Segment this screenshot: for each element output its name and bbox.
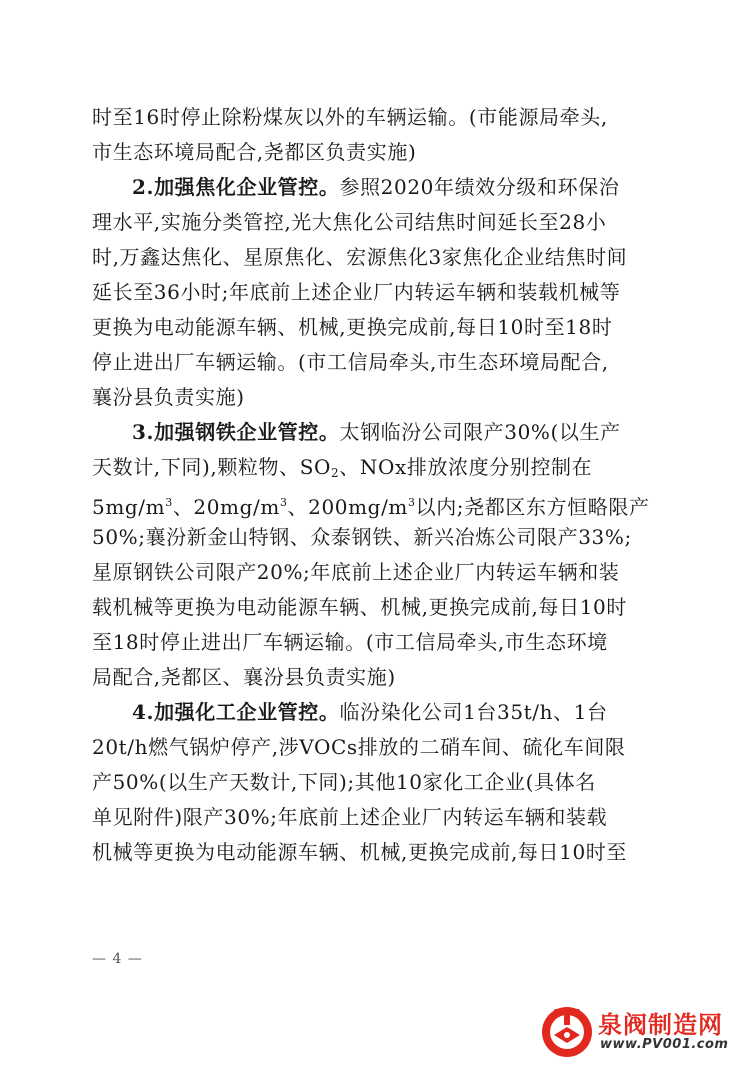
text-line <box>92 485 670 520</box>
paragraph-3-first-line <box>92 415 670 450</box>
superscript: 3 <box>165 496 173 509</box>
section-heading: 2.加强焦化企业管控。 <box>132 175 340 199</box>
text-line: 单见附件)限产30%;年底前上述企业厂内转运车辆和装载 <box>92 805 608 829</box>
text-span: 、NOx排放浓度分别控制在 <box>339 455 593 479</box>
text-span: 以内;尧都区东方恒略限产 <box>415 495 650 519</box>
site-watermark[interactable] <box>540 1003 736 1061</box>
text-line <box>92 450 670 485</box>
text-span: 、200mg/m <box>287 495 408 519</box>
text-line: 市生态环境局配合,尧都区负责实施) <box>92 140 417 164</box>
text-line: 产50%(以生产天数计,下同);其他10家化工企业(具体名 <box>92 770 596 794</box>
text-line: 50%;襄汾新金山特钢、众泰钢铁、新兴冶炼公司限产33%; <box>92 525 632 549</box>
text-span: 临汾染化公司1台35t/h、1台 <box>339 700 608 724</box>
page-number: — 4 — <box>92 951 143 967</box>
paragraph-4-first-line <box>92 695 670 730</box>
text-span: 天数计,下同),颗粒物、SO <box>92 455 332 479</box>
text-line: 理水平,实施分类管控,光大焦化公司结焦时间延长至28小 <box>92 210 607 234</box>
valve-logo-icon <box>540 1005 594 1059</box>
text-span: 参照2020年绩效分级和环保治 <box>339 175 620 199</box>
superscript: 3 <box>408 496 416 509</box>
text-line: 20t/h燃气锅炉停产,涉VOCs排放的二硝车间、硫化车间限 <box>92 735 626 759</box>
text-span: 5mg/m <box>92 495 166 519</box>
text-span: 、20mg/m <box>172 495 280 519</box>
paragraph-2-first-line <box>92 170 670 205</box>
text-line: 延长至36小时;年底前上述企业厂内转运车辆和装载机械等 <box>92 280 621 304</box>
text-line: 局配合,尧都区、襄汾县负责实施) <box>92 665 396 689</box>
text-line: 停止进出厂车辆运输。(市工信局牵头,市生态环境局配合, <box>92 350 609 374</box>
text-line: 时,万鑫达焦化、星原焦化、宏源焦化3家焦化企业结焦时间 <box>92 245 628 269</box>
text-span: 太钢临汾公司限产30%(以生产 <box>339 420 621 444</box>
text-line: 至18时停止进出厂车辆运输。(市工信局牵头,市生态环境 <box>92 630 608 654</box>
text-line: 机械等更换为电动能源车辆、机械,更换完成前,每日10时至 <box>92 840 627 864</box>
document-body <box>92 100 670 870</box>
subscript: 2 <box>331 466 340 480</box>
watermark-title: 泉阀制造网 <box>598 1011 723 1039</box>
text-line: 星原钢铁公司限产20%;年底前上述企业厂内转运车辆和装 <box>92 560 620 584</box>
text-line: 更换为电动能源车辆、机械,更换完成前,每日10时至18时 <box>92 315 613 339</box>
section-heading: 4.加强化工企业管控。 <box>132 700 340 724</box>
text-line: 时至16时停止除粉煤灰以外的车辆运输。(市能源局牵头, <box>92 105 608 129</box>
text-line: 载机械等更换为电动能源车辆、机械,更换完成前,每日10时 <box>92 595 627 619</box>
watermark-url[interactable]: www.PV001.com <box>600 1037 729 1052</box>
superscript: 3 <box>279 496 288 509</box>
section-heading: 3.加强钢铁企业管控。 <box>132 420 340 444</box>
text-line: 襄汾县负责实施) <box>92 385 245 409</box>
